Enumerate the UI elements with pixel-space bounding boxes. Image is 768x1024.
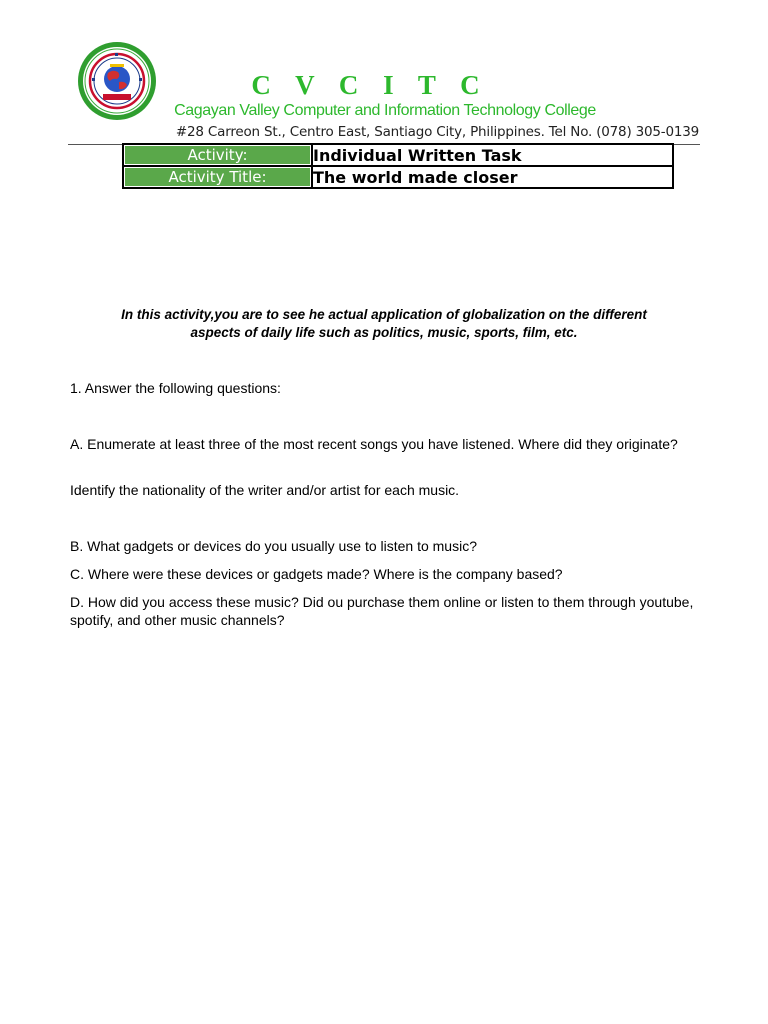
school-full-name: Cagayan Valley Computer and Information Technology College — [174, 102, 596, 119]
activity-instructions — [70, 306, 698, 342]
activity-value: Individual Written Task — [312, 144, 673, 166]
question-a: A. Enumerate at least three of the most recent songs you have listened. Where did they originate? — [70, 436, 678, 452]
activity-label: Activity: — [123, 144, 312, 166]
school-acronym: C V C I T C — [251, 70, 489, 100]
question-d: D. How did you access these music? Did ou purchase them online or listen to them through youtube, spotify, and other music channels? — [70, 594, 694, 628]
instructions-line-1: In this activity,you are to see he actual application of globalization on the different — [121, 307, 647, 322]
instructions-line-2: aspects of daily life such as politics, music, sports, film, etc. — [190, 325, 578, 340]
question-a-note: Identify the nationality of the writer and/or artist for each music. — [70, 482, 460, 498]
school-address: #28 Carreon St., Centro East, Santiago City, Philippines. Tel No. (078) 305-0139 — [175, 124, 699, 140]
activity-title-label: Activity Title: — [123, 166, 312, 188]
activity-title-value: The world made closer — [312, 166, 673, 188]
question-b: B. What gadgets or devices do you usually use to listen to music? — [70, 538, 477, 554]
task-instruction: 1. Answer the following questions: — [70, 380, 281, 396]
activity-row — [123, 144, 673, 166]
question-c: C. Where were these devices or gadgets made? Where is the company based? — [70, 566, 563, 582]
activity-title-row — [123, 166, 673, 188]
activity-info-table — [122, 143, 674, 189]
